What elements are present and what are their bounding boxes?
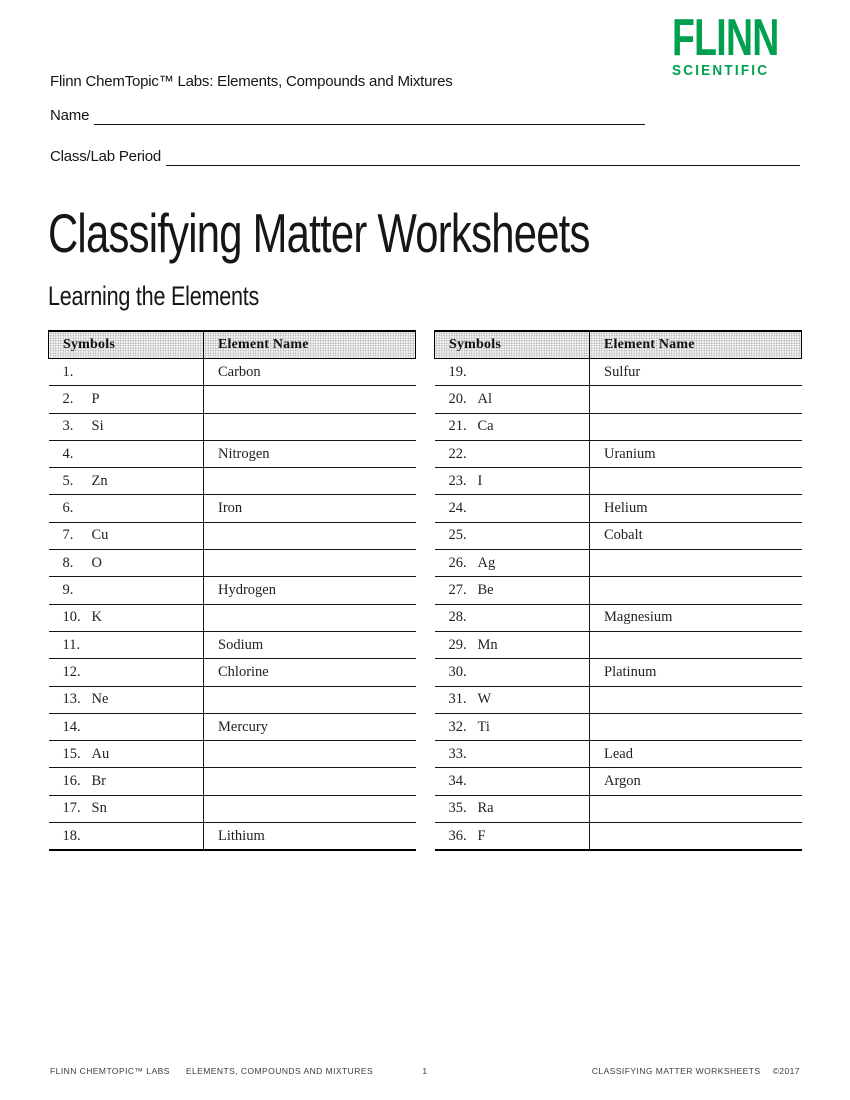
element-symbol: W xyxy=(477,691,492,708)
logo-scientific-text: SCIENTIFIC xyxy=(672,63,770,80)
elements-table-left xyxy=(48,330,416,851)
table-row xyxy=(49,659,416,686)
element-name-cell xyxy=(204,413,416,440)
symbol-cell xyxy=(49,550,204,577)
footer-worksheet-text: CLASSIFYING MATTER WORKSHEETS xyxy=(591,1066,761,1076)
row-number: 1. xyxy=(62,363,74,380)
symbol-cell xyxy=(435,495,590,522)
element-symbol: Mn xyxy=(477,636,498,653)
element-name-cell xyxy=(204,795,416,822)
footer-copyright-text: ©2017 xyxy=(772,1066,800,1076)
table-row xyxy=(49,413,416,440)
row-number: 17. xyxy=(62,800,81,817)
class-period-label: Class/Lab Period xyxy=(50,148,162,165)
name-label: Name xyxy=(50,107,90,124)
table-row xyxy=(49,550,416,577)
element-name-cell xyxy=(204,604,416,631)
element-symbol: Br xyxy=(91,773,106,790)
name-field xyxy=(50,106,645,125)
row-number: 20. xyxy=(448,390,467,407)
table-row xyxy=(49,468,416,495)
element-symbol: Ra xyxy=(477,800,494,817)
element-name-cell xyxy=(204,550,416,577)
row-number: 7. xyxy=(62,527,74,544)
row-number: 27. xyxy=(448,582,467,599)
row-number: 11. xyxy=(62,636,81,653)
row-number: 25. xyxy=(448,527,467,544)
element-symbol: P xyxy=(91,390,100,407)
element-name-cell: Carbon xyxy=(204,359,416,386)
table-row xyxy=(435,659,802,686)
table-row xyxy=(49,768,416,795)
symbol-cell xyxy=(435,550,590,577)
element-symbol: K xyxy=(91,609,102,626)
table-row xyxy=(49,495,416,522)
table-row xyxy=(49,577,416,604)
symbol-cell xyxy=(435,577,590,604)
element-name-cell xyxy=(590,713,802,740)
symbol-cell xyxy=(435,359,590,386)
row-number: 18. xyxy=(62,827,81,844)
row-number: 29. xyxy=(448,636,467,653)
symbol-cell xyxy=(435,413,590,440)
table-row xyxy=(49,686,416,713)
symbol-cell xyxy=(435,741,590,768)
row-number: 24. xyxy=(448,500,467,517)
symbol-cell xyxy=(435,386,590,413)
row-number: 12. xyxy=(62,663,81,680)
footer-series-text: FLINN CHEMTOPIC™ LABS xyxy=(50,1066,170,1076)
row-number: 22. xyxy=(448,445,467,462)
element-name-cell: Cobalt xyxy=(590,522,802,549)
table-row xyxy=(435,604,802,631)
row-number: 3. xyxy=(62,418,74,435)
symbol-cell xyxy=(49,823,204,851)
row-number: 26. xyxy=(448,554,467,571)
table-row xyxy=(49,359,416,386)
table-row xyxy=(435,440,802,467)
element-name-cell: Lead xyxy=(590,741,802,768)
table-row xyxy=(435,795,802,822)
class-period-field xyxy=(50,147,800,166)
page-title: Classifying Matter Worksheets xyxy=(48,202,590,264)
symbol-cell xyxy=(49,386,204,413)
element-name-cell: Nitrogen xyxy=(204,440,416,467)
table-row xyxy=(49,713,416,740)
table-header-row xyxy=(49,331,416,359)
element-name-cell xyxy=(590,577,802,604)
flinn-scientific-logo xyxy=(672,9,804,80)
symbol-cell xyxy=(435,768,590,795)
table-row xyxy=(435,468,802,495)
elements-table-right xyxy=(434,330,802,851)
symbol-cell xyxy=(49,577,204,604)
symbol-cell xyxy=(49,359,204,386)
element-name-column-header: Element Name xyxy=(590,331,802,359)
element-name-cell xyxy=(590,413,802,440)
row-number: 6. xyxy=(62,500,74,517)
row-number: 21. xyxy=(448,418,467,435)
symbol-cell xyxy=(49,522,204,549)
element-symbol: O xyxy=(91,554,102,571)
symbol-cell xyxy=(435,604,590,631)
table-row xyxy=(435,522,802,549)
element-name-cell: Platinum xyxy=(590,659,802,686)
element-symbol: Be xyxy=(477,582,494,599)
row-number: 36. xyxy=(448,827,467,844)
row-number: 2. xyxy=(62,390,74,407)
row-number: 14. xyxy=(62,718,81,735)
element-name-cell xyxy=(204,386,416,413)
row-number: 13. xyxy=(62,691,81,708)
element-name-cell xyxy=(590,468,802,495)
table-row xyxy=(435,413,802,440)
symbol-cell xyxy=(49,741,204,768)
footer-page-number: 1 xyxy=(422,1066,428,1076)
element-name-cell xyxy=(590,631,802,658)
table-row xyxy=(435,577,802,604)
symbol-cell xyxy=(435,631,590,658)
row-number: 34. xyxy=(448,773,467,790)
element-name-cell: Uranium xyxy=(590,440,802,467)
table-row xyxy=(435,741,802,768)
symbol-cell xyxy=(435,440,590,467)
table-row xyxy=(435,550,802,577)
table-row xyxy=(49,795,416,822)
element-name-cell: Magnesium xyxy=(590,604,802,631)
row-number: 32. xyxy=(448,718,467,735)
element-name-cell xyxy=(204,768,416,795)
symbol-cell xyxy=(49,413,204,440)
row-number: 5. xyxy=(62,472,74,489)
row-number: 16. xyxy=(62,773,81,790)
table-row xyxy=(435,713,802,740)
row-number: 4. xyxy=(62,445,74,462)
table-row xyxy=(49,741,416,768)
row-number: 33. xyxy=(448,745,467,762)
row-number: 28. xyxy=(448,609,467,626)
row-number: 15. xyxy=(62,745,81,762)
table-row xyxy=(49,386,416,413)
row-number: 9. xyxy=(62,582,74,599)
element-symbol: Zn xyxy=(91,472,108,489)
element-symbol: Ne xyxy=(91,691,109,708)
symbol-cell xyxy=(49,631,204,658)
element-name-cell xyxy=(204,468,416,495)
element-name-cell: Helium xyxy=(590,495,802,522)
symbol-cell xyxy=(49,686,204,713)
symbol-cell xyxy=(435,522,590,549)
element-symbol: Si xyxy=(91,418,104,435)
table-row xyxy=(435,823,802,851)
element-name-cell: Iron xyxy=(204,495,416,522)
page-footer xyxy=(50,1066,800,1078)
symbol-cell xyxy=(49,713,204,740)
element-name-cell xyxy=(204,686,416,713)
footer-left xyxy=(50,1066,373,1076)
element-name-cell xyxy=(590,550,802,577)
symbol-cell xyxy=(435,823,590,851)
row-number: 31. xyxy=(448,691,467,708)
symbol-cell xyxy=(49,604,204,631)
element-symbol: Ti xyxy=(477,718,490,735)
symbol-cell xyxy=(49,795,204,822)
footer-right xyxy=(592,1066,800,1076)
course-header-text: Flinn ChemTopic™ Labs: Elements, Compounds and Mixtures xyxy=(50,73,453,90)
row-number: 8. xyxy=(62,554,74,571)
symbols-column-header: Symbols xyxy=(49,331,204,359)
element-name-cell: Argon xyxy=(590,768,802,795)
element-name-cell xyxy=(590,386,802,413)
table-row xyxy=(435,495,802,522)
table-header-row xyxy=(435,331,802,359)
element-name-cell xyxy=(590,795,802,822)
table-row xyxy=(49,604,416,631)
element-symbol: Sn xyxy=(91,800,107,817)
name-blank-line xyxy=(94,106,645,125)
table-row xyxy=(49,823,416,851)
element-symbol: F xyxy=(477,827,486,844)
table-row xyxy=(49,631,416,658)
element-name-column-header: Element Name xyxy=(204,331,416,359)
symbol-cell xyxy=(435,713,590,740)
row-number: 10. xyxy=(62,609,81,626)
element-name-cell: Mercury xyxy=(204,713,416,740)
element-name-cell: Lithium xyxy=(204,823,416,851)
element-name-cell: Sodium xyxy=(204,631,416,658)
table-row xyxy=(49,522,416,549)
row-number: 35. xyxy=(448,800,467,817)
table-row xyxy=(49,440,416,467)
element-name-cell xyxy=(204,741,416,768)
row-number: 30. xyxy=(448,663,467,680)
element-symbol: Au xyxy=(91,745,110,762)
element-symbol: Ca xyxy=(477,418,494,435)
symbols-column-header: Symbols xyxy=(435,331,590,359)
element-name-cell: Hydrogen xyxy=(204,577,416,604)
table-row xyxy=(435,631,802,658)
class-period-blank-line xyxy=(166,147,800,166)
element-name-cell xyxy=(590,686,802,713)
symbol-cell xyxy=(435,686,590,713)
table-row xyxy=(435,359,802,386)
symbol-cell xyxy=(49,659,204,686)
element-name-cell xyxy=(590,823,802,851)
table-row xyxy=(435,386,802,413)
element-name-cell: Chlorine xyxy=(204,659,416,686)
row-number: 23. xyxy=(448,472,467,489)
element-symbol: Cu xyxy=(91,527,109,544)
section-subtitle: Learning the Elements xyxy=(48,281,260,311)
symbol-cell xyxy=(49,495,204,522)
logo-flinn-text: FLINN xyxy=(672,9,779,67)
element-name-cell: Sulfur xyxy=(590,359,802,386)
element-symbol: I xyxy=(477,472,483,489)
symbol-cell xyxy=(435,659,590,686)
element-symbol: Al xyxy=(477,390,492,407)
footer-module-text: ELEMENTS, COMPOUNDS AND MIXTURES xyxy=(185,1066,374,1076)
symbol-cell xyxy=(49,768,204,795)
symbol-cell xyxy=(435,468,590,495)
symbol-cell xyxy=(49,440,204,467)
element-symbol: Ag xyxy=(477,554,496,571)
row-number: 19. xyxy=(448,363,467,380)
element-name-cell xyxy=(204,522,416,549)
symbol-cell xyxy=(435,795,590,822)
symbol-cell xyxy=(49,468,204,495)
table-row xyxy=(435,768,802,795)
table-row xyxy=(435,686,802,713)
